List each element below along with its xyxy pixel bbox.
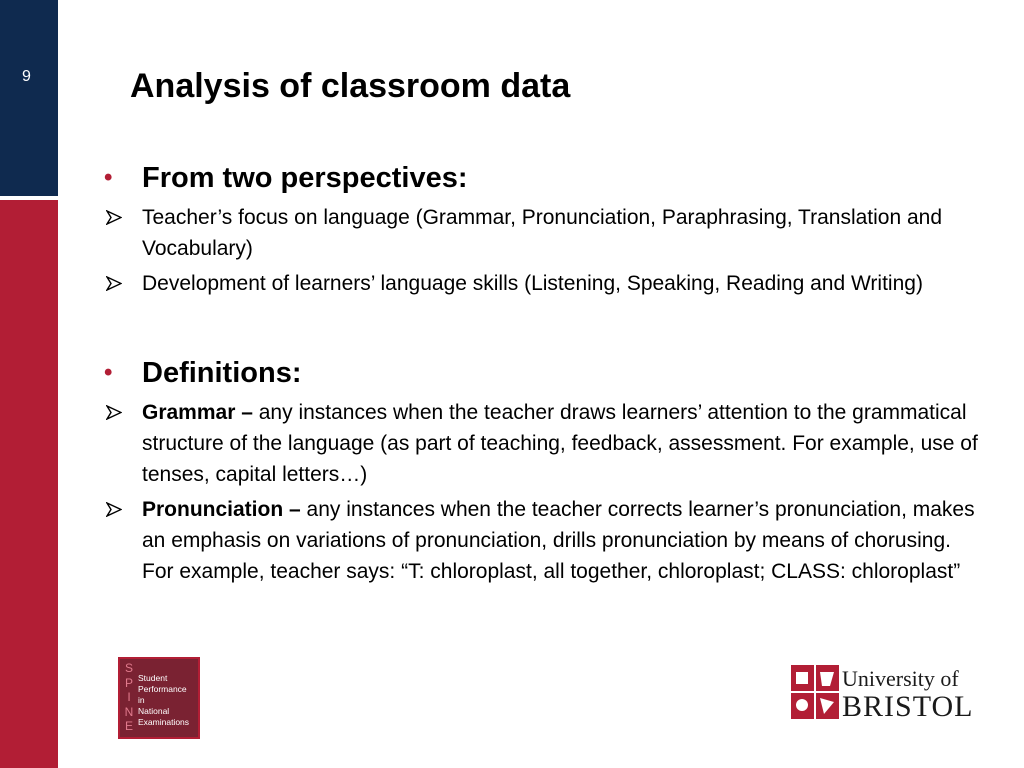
- list-item: [100, 268, 980, 299]
- arrow-bullet-icon: [106, 502, 122, 517]
- spine-letter: I: [127, 690, 131, 705]
- section-heading-definitions: [100, 353, 980, 393]
- definition-term: Pronunciation –: [142, 498, 301, 521]
- definition-text: any instances when the teacher corrects learner’s pronunciation, makes an emphasis on variations of pronunciation, drills pronunciation by means of chorusing. For example, teacher says: “T: chloroplast, all together, chloroplast; CLASS: chloroplast”: [142, 498, 975, 583]
- spine-words: [138, 673, 189, 728]
- spine-letter: E: [124, 719, 133, 734]
- slide-content: [100, 158, 980, 587]
- definition-item-pronunciation: [100, 494, 980, 587]
- list-item-text: Teacher’s focus on language (Grammar, Pronunciation, Paraphrasing, Translation and Vocabulary): [142, 206, 943, 260]
- section-heading-text: Definitions:: [142, 357, 302, 389]
- section-heading-perspectives: [100, 158, 980, 198]
- section-spacer: [100, 299, 980, 353]
- slide-title: Analysis of classroom data: [130, 67, 571, 105]
- bullet-dot-icon: •: [104, 164, 113, 191]
- sidebar-navy-band: [0, 0, 58, 196]
- definition-text: any instances when the teacher draws learners’ attention to the grammatical structure of the language (as part of teaching, feedback, assessment. For example, use of tenses, capital letters…): [142, 401, 978, 486]
- arrow-bullet-icon: [106, 276, 122, 291]
- arrow-bullet-icon: [106, 210, 122, 225]
- spine-letters: [124, 661, 134, 734]
- sidebar-red-band: [0, 200, 58, 768]
- spine-letter: N: [124, 704, 134, 719]
- list-item-text: Development of learners’ language skills (Listening, Speaking, Reading and Writing): [142, 272, 923, 295]
- section-heading-text: From two perspectives:: [142, 162, 468, 194]
- university-of-bristol-logo: [790, 664, 980, 723]
- bristol-line2: BRISTOL: [842, 690, 974, 723]
- spine-logo: [118, 657, 200, 739]
- bullet-dot-icon: •: [104, 359, 113, 386]
- spine-letter: P: [124, 675, 133, 690]
- arrow-bullet-icon: [106, 405, 122, 420]
- bristol-line1: University of: [842, 666, 959, 691]
- spine-word: Examinations: [138, 717, 190, 727]
- spine-word: Student: [138, 673, 168, 683]
- spine-word: in: [138, 695, 145, 705]
- definition-term: Grammar –: [142, 401, 253, 424]
- definition-item-grammar: [100, 397, 980, 490]
- bristol-wordmark: [842, 666, 973, 722]
- slide-number: 9: [22, 68, 31, 85]
- spine-letter: S: [124, 661, 133, 675]
- list-item: [100, 202, 980, 264]
- spine-word: National: [138, 706, 170, 716]
- bristol-crest-icon: [790, 664, 840, 720]
- spine-word: Performance: [138, 684, 187, 694]
